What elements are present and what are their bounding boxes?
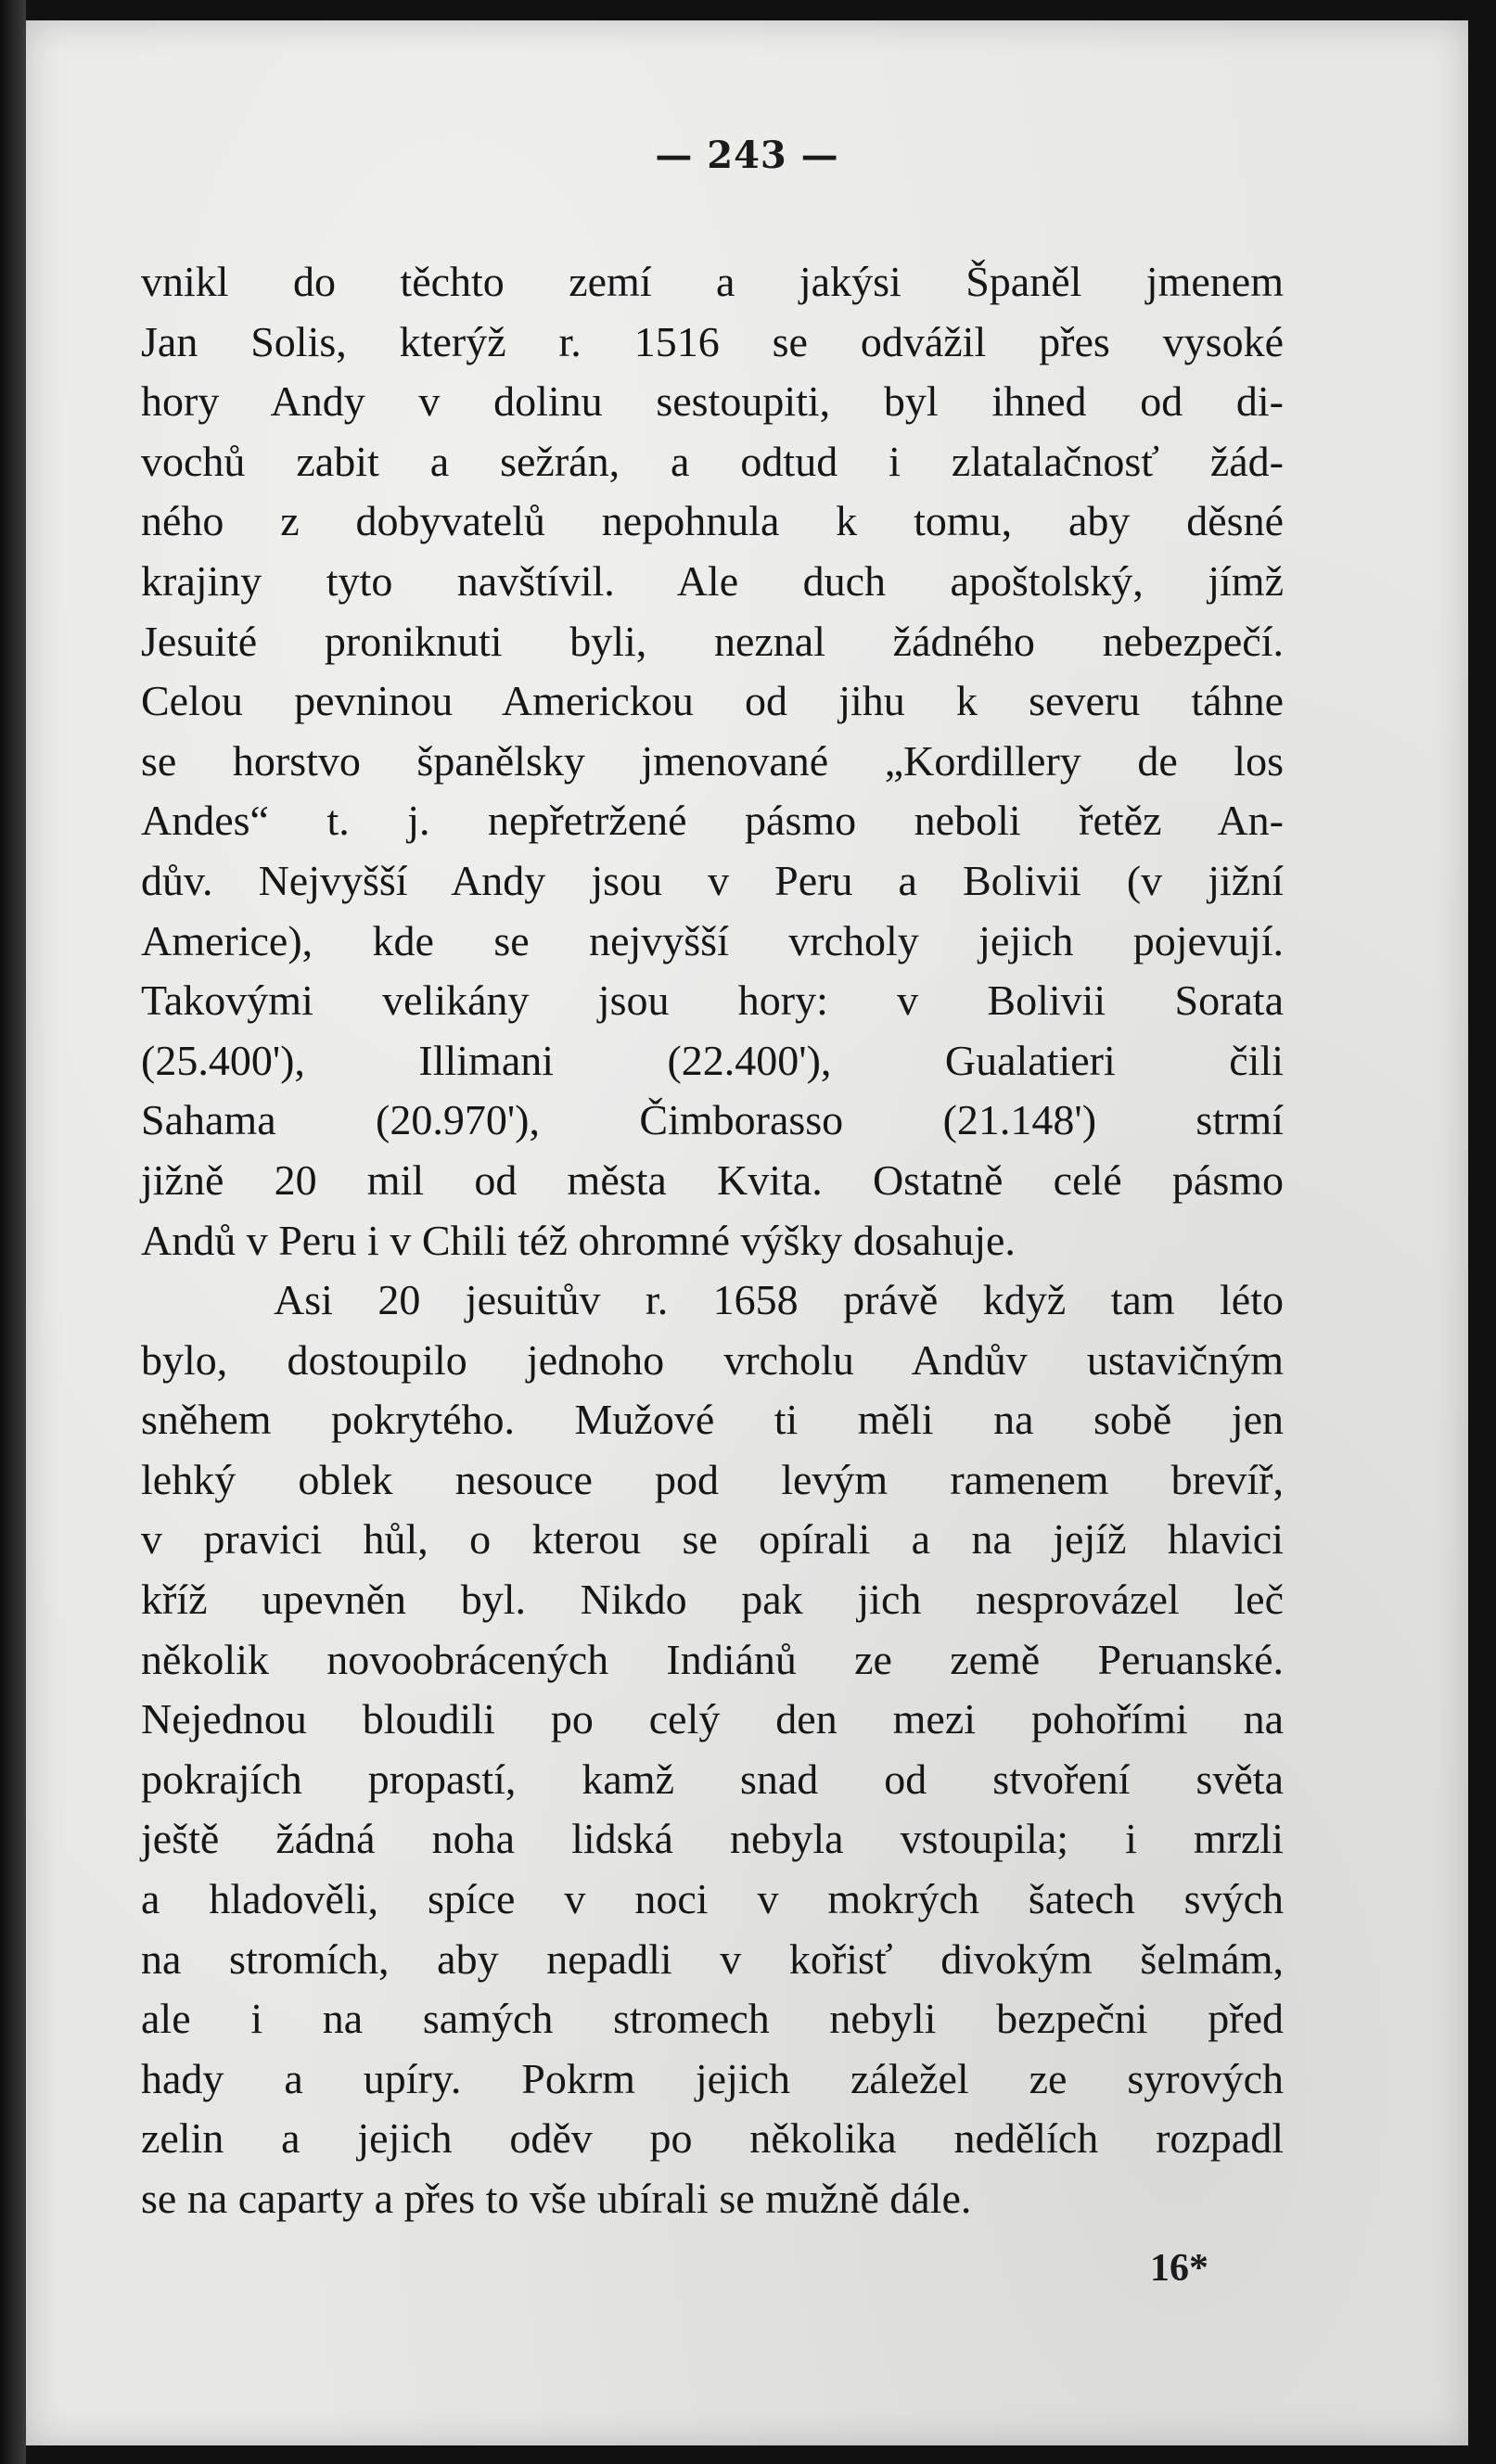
text-line: Americe), kde se nejvyšší vrcholy jejich pojevují. [141, 916, 1284, 964]
text-line: pokrajích propastí, kamž snad od stvoření světa [141, 1755, 1284, 1803]
text-line: několik novoobrácených Indiánů ze země Peruanské. [141, 1635, 1284, 1683]
text-line: krajiny tyto navštívil. Ale duch apoštolský, jímž [141, 556, 1284, 605]
text-line: Celou pevninou Americkou od jihu k severu táhne [141, 677, 1284, 725]
text-line: Andů v Peru i v Chili též ohromné výšky dosahuje. [141, 1216, 1016, 1264]
text-line: ještě žádná noha lidská nebyla vstoupila; i mrzli [141, 1815, 1284, 1863]
text-line: hady a upíry. Pokrm jejich záležel ze syrových [141, 2054, 1284, 2102]
text-line: Nejednou bloudili po celý den mezi pohořími na [141, 1695, 1284, 1743]
text-line: bylo, dostoupilo jednoho vrcholu Andův ustavičným [141, 1335, 1284, 1384]
book-page [26, 20, 1468, 2445]
text-line: se horstvo španělsky jmenované „Kordillery de los [141, 736, 1284, 785]
body-text [141, 252, 1284, 2229]
signature-mark: 16* [1150, 2247, 1208, 2290]
text-line: Jan Solis, kterýž r. 1516 se odvážil přes vysoké [141, 317, 1284, 365]
text-line: lehký oblek nesouce pod levým ramenem brevíř, [141, 1455, 1284, 1503]
text-line: se na caparty a přes to vše ubírali se mužně dále. [141, 2175, 972, 2222]
text-line: Sahama (20.970'), Čimborasso (21.148') strmí [141, 1096, 1284, 1144]
text-line: sněhem pokrytého. Mužové ti měli na sobě jen [141, 1396, 1284, 1444]
text-line: ného z dobyvatelů nepohnula k tomu, aby děsné [141, 497, 1284, 545]
text-line: na stromích, aby nepadli v kořisť divokým šelmám, [141, 1934, 1284, 1983]
page-number: — 243 — [655, 134, 839, 177]
text-line: ale i na samých stromech nebyli bezpečni před [141, 1995, 1284, 2043]
text-line: Jesuité proniknuti byli, neznal žádného nebezpečí. [141, 617, 1284, 665]
book-gutter [0, 0, 26, 2464]
text-line: (25.400'), Illimani (22.400'), Gualatieri čili [141, 1036, 1284, 1084]
text-line: zelin a jejich oděv po několika nedělích rozpadl [141, 2114, 1284, 2163]
text-line: hory Andy v dolinu sestoupiti, byl ihned od di- [141, 377, 1284, 426]
text-line: a hladověli, spíce v noci v mokrých šatech svých [141, 1875, 1284, 1923]
text-line: vnikl do těchto zemí a jakýsi Španěl jmenem [141, 258, 1284, 305]
text-line: Asi 20 jesuitův r. 1658 právě když tam léto [274, 1276, 1284, 1324]
text-line: jižně 20 mil od města Kvita. Ostatně celé pásmo [141, 1155, 1284, 1204]
text-line: Andes“ t. j. nepřetržené pásmo neboli řetěz An- [141, 797, 1284, 845]
text-line: dův. Nejvyšší Andy jsou v Peru a Bolivii (v jižní [141, 856, 1284, 904]
text-line: Takovými velikány jsou hory: v Bolivii Sorata [141, 977, 1284, 1025]
text-line: vochů zabit a sežrán, a odtud i zlatalačnosť žád- [141, 437, 1284, 485]
text-line: kříž upevněn byl. Nikdo pak jich nesprovázel leč [141, 1576, 1284, 1624]
text-line: v pravici hůl, o kterou se opírali a na jejíž hlavici [141, 1515, 1284, 1564]
